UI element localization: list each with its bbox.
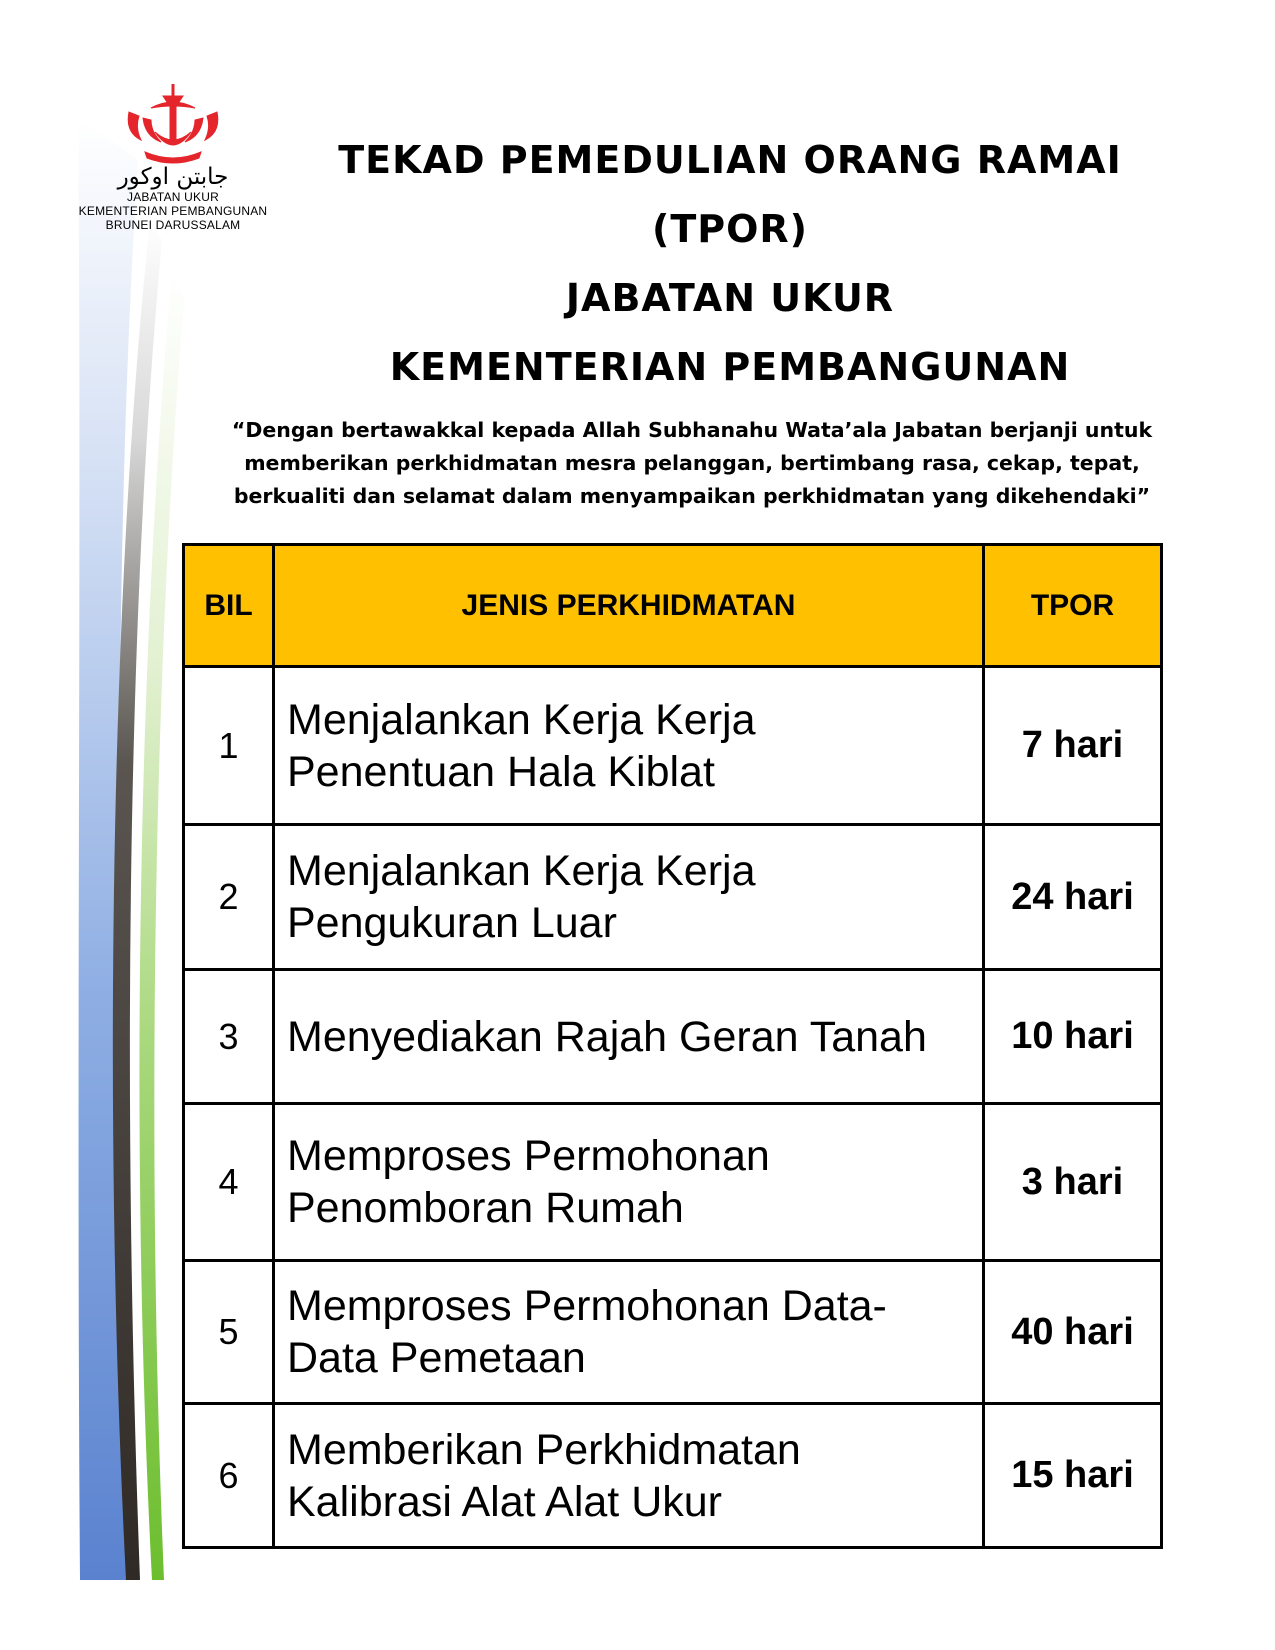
service-line: Data Pemetaan [287,1334,586,1382]
logo-jawi-text: جابتن اوكور [117,164,229,190]
row-number: 6 [184,1404,274,1548]
service-duration: 24 hari [984,825,1162,970]
service-duration: 3 hari [984,1104,1162,1261]
row-number: 2 [184,825,274,970]
header-jenis: JENIS PERKHIDMATAN [274,545,984,667]
service-duration: 7 hari [984,667,1162,825]
title-line: JABATAN UKUR [565,276,895,320]
header-bil: BIL [184,545,274,667]
row-number: 3 [184,970,274,1104]
logo-text-line: BRUNEI DARUSSALAM [105,218,241,232]
service-line: Memberikan Perkhidmatan [287,1425,801,1474]
service-line: Penomboran Rumah [287,1184,684,1232]
service-line: Pengukuran Luar [287,899,617,947]
logo-text-line: KEMENTERIAN PEMBANGUNAN [78,204,268,218]
service-table [182,543,1163,1549]
row-number: 5 [184,1261,274,1404]
table-row [184,970,1162,1104]
brunei-crest-icon [121,82,225,166]
pledge-line: berkualiti dan selamat dalam menyampaikan perkhidmatan yang dikehendaki” [233,484,1151,508]
service-duration: 10 hari [984,970,1162,1104]
row-number: 4 [184,1104,274,1261]
service-line: Menjalankan Kerja Kerja [287,847,756,895]
service-name [274,667,984,825]
service-line: Penentuan Hala Kiblat [287,747,715,796]
service-name [274,1404,984,1548]
table-row [184,1104,1162,1261]
title-line: KEMENTERIAN PEMBANGUNAN [389,345,1071,389]
service-duration: 15 hari [984,1404,1162,1548]
service-line: Menjalankan Kerja Kerja [287,695,756,744]
service-line: Menyediakan Rajah Geran Tanah [287,1012,927,1061]
title-line: (TPOR) [651,207,809,251]
service-line: Memproses Permohonan [287,1132,770,1180]
table-row [184,1404,1162,1548]
service-line: Kalibrasi Alat Alat Ukur [287,1477,722,1526]
page-title [290,126,1170,402]
title-line: TEKAD PEMEDULIAN ORANG RAMAI [338,138,1122,182]
row-number: 1 [184,667,274,825]
service-line: Memproses Permohonan Data- [287,1282,887,1330]
pledge-line: memberikan perkhidmatan mesra pelanggan, bertimbang rasa, cekap, tepat, [244,451,1140,475]
table-row [184,1261,1162,1404]
department-logo [68,82,278,232]
header-tpor: TPOR [984,545,1162,667]
pledge-line: “Dengan bertawakkal kepada Allah Subhanahu Wata’ala Jabatan berjanji untuk [231,418,1153,442]
logo-text-line: JABATAN UKUR [127,190,219,204]
service-name [274,1261,984,1404]
table-row [184,825,1162,970]
service-name [274,825,984,970]
table-header-row [184,545,1162,667]
swoosh-green-band [139,270,184,1580]
service-name [274,1104,984,1261]
table-row [184,667,1162,825]
pledge-statement [212,414,1172,513]
service-duration: 40 hari [984,1261,1162,1404]
service-name [274,970,984,1104]
